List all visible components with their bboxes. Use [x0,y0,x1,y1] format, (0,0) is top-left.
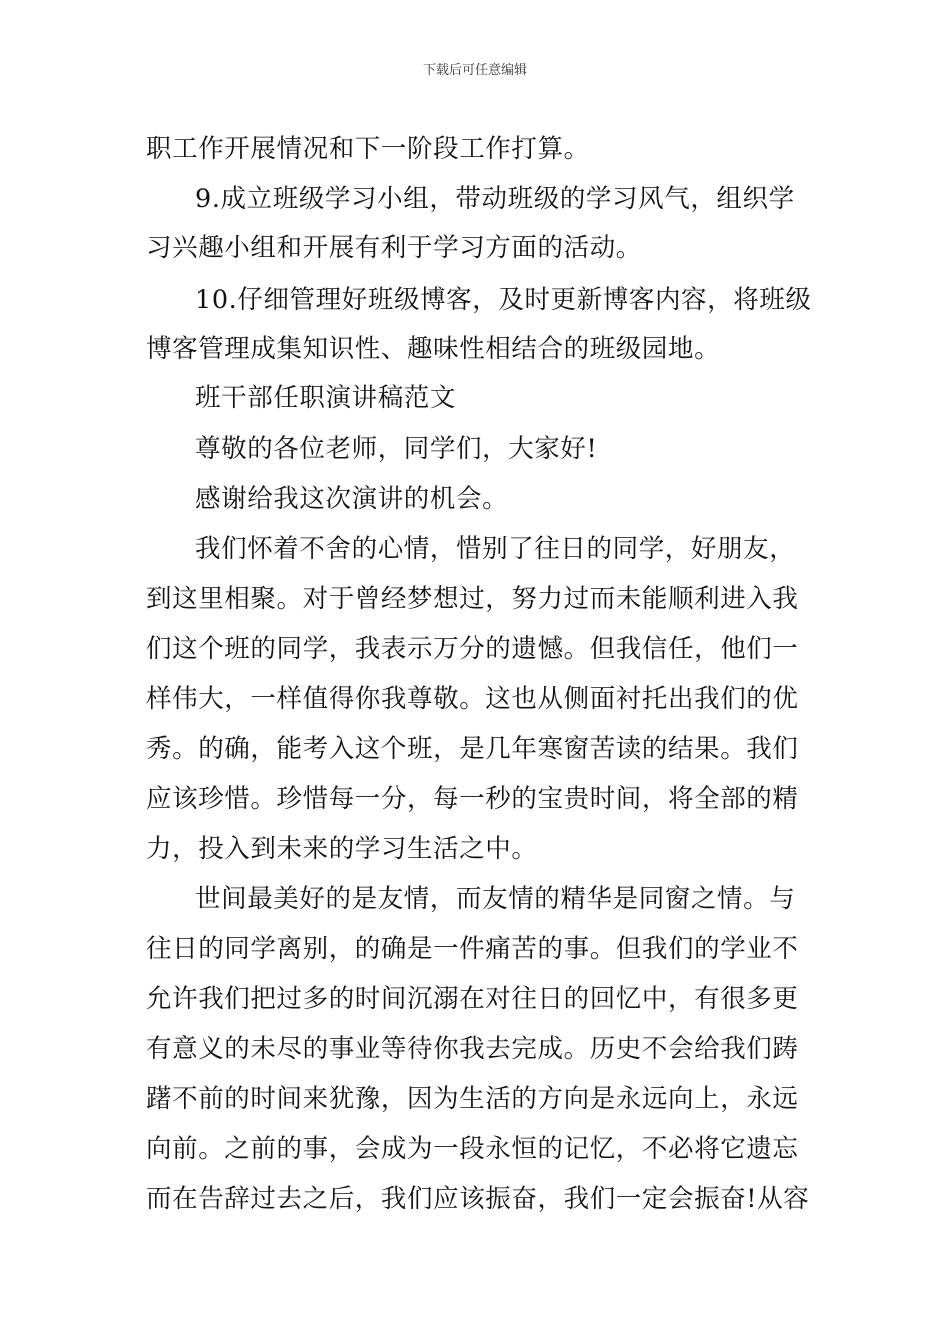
text-line: 样伟大，一样值得你我尊敬。这也从侧面衬托出我们的优 [146,684,799,714]
text-line: 而在告辞过去之后，我们应该振奋，我们一定会振奋!从容 [146,1184,810,1214]
text-line: 10.仔细管理好班级博客，及时更新博客内容，将班级 [195,285,812,315]
text-line: 向前。之前的事，会成为一段永恒的记忆，不必将它遗忘 [146,1134,799,1164]
text-line: 尊敬的各位老师，同学们，大家好! [195,434,598,464]
text-line: 9.成立班级学习小组，带动班级的学习风气，组织学 [195,184,795,214]
text-line: 躇不前的时间来犹豫，因为生活的方向是永远向上，永远 [146,1084,799,1114]
text-line: 职工作开展情况和下一阶段工作打算。 [146,134,590,164]
text-line: 秀。的确，能考入这个班，是几年寒窗苦读的结果。我们 [146,734,799,764]
text-line: 世间最美好的是友情，而友情的精华是同窗之情。与 [195,884,796,914]
text-line: 们这个班的同学，我表示万分的遗憾。但我信任，他们一 [146,634,799,664]
text-line: 往日的同学离别，的确是一件痛苦的事。但我们的学业不 [146,934,799,964]
text-line: 到这里相聚。对于曾经梦想过，努力过而未能顺利进入我 [146,584,799,614]
text-line: 有意义的未尽的事业等待你我去完成。历史不会给我们踌 [146,1034,799,1064]
section-title: 班干部任职演讲稿范文 [195,383,457,413]
text-line: 我们怀着不舍的心情，惜别了往日的同学，好朋友， [195,534,796,564]
text-line: 习兴趣小组和开展有利于学习方面的活动。 [146,233,642,263]
page-header-note: 下载后可任意编辑 [422,63,527,78]
text-line: 力，投入到未来的学习生活之中。 [146,834,538,864]
text-line: 感谢给我这次演讲的机会。 [195,484,509,514]
text-line: 应该珍惜。珍惜每一分，每一秒的宝贵时间，将全部的精 [146,784,799,814]
text-line: 博客管理成集知识性、趣味性相结合的班级园地。 [146,334,721,364]
text-line: 允许我们把过多的时间沉溺在对往日的回忆中，有很多更 [146,984,799,1014]
